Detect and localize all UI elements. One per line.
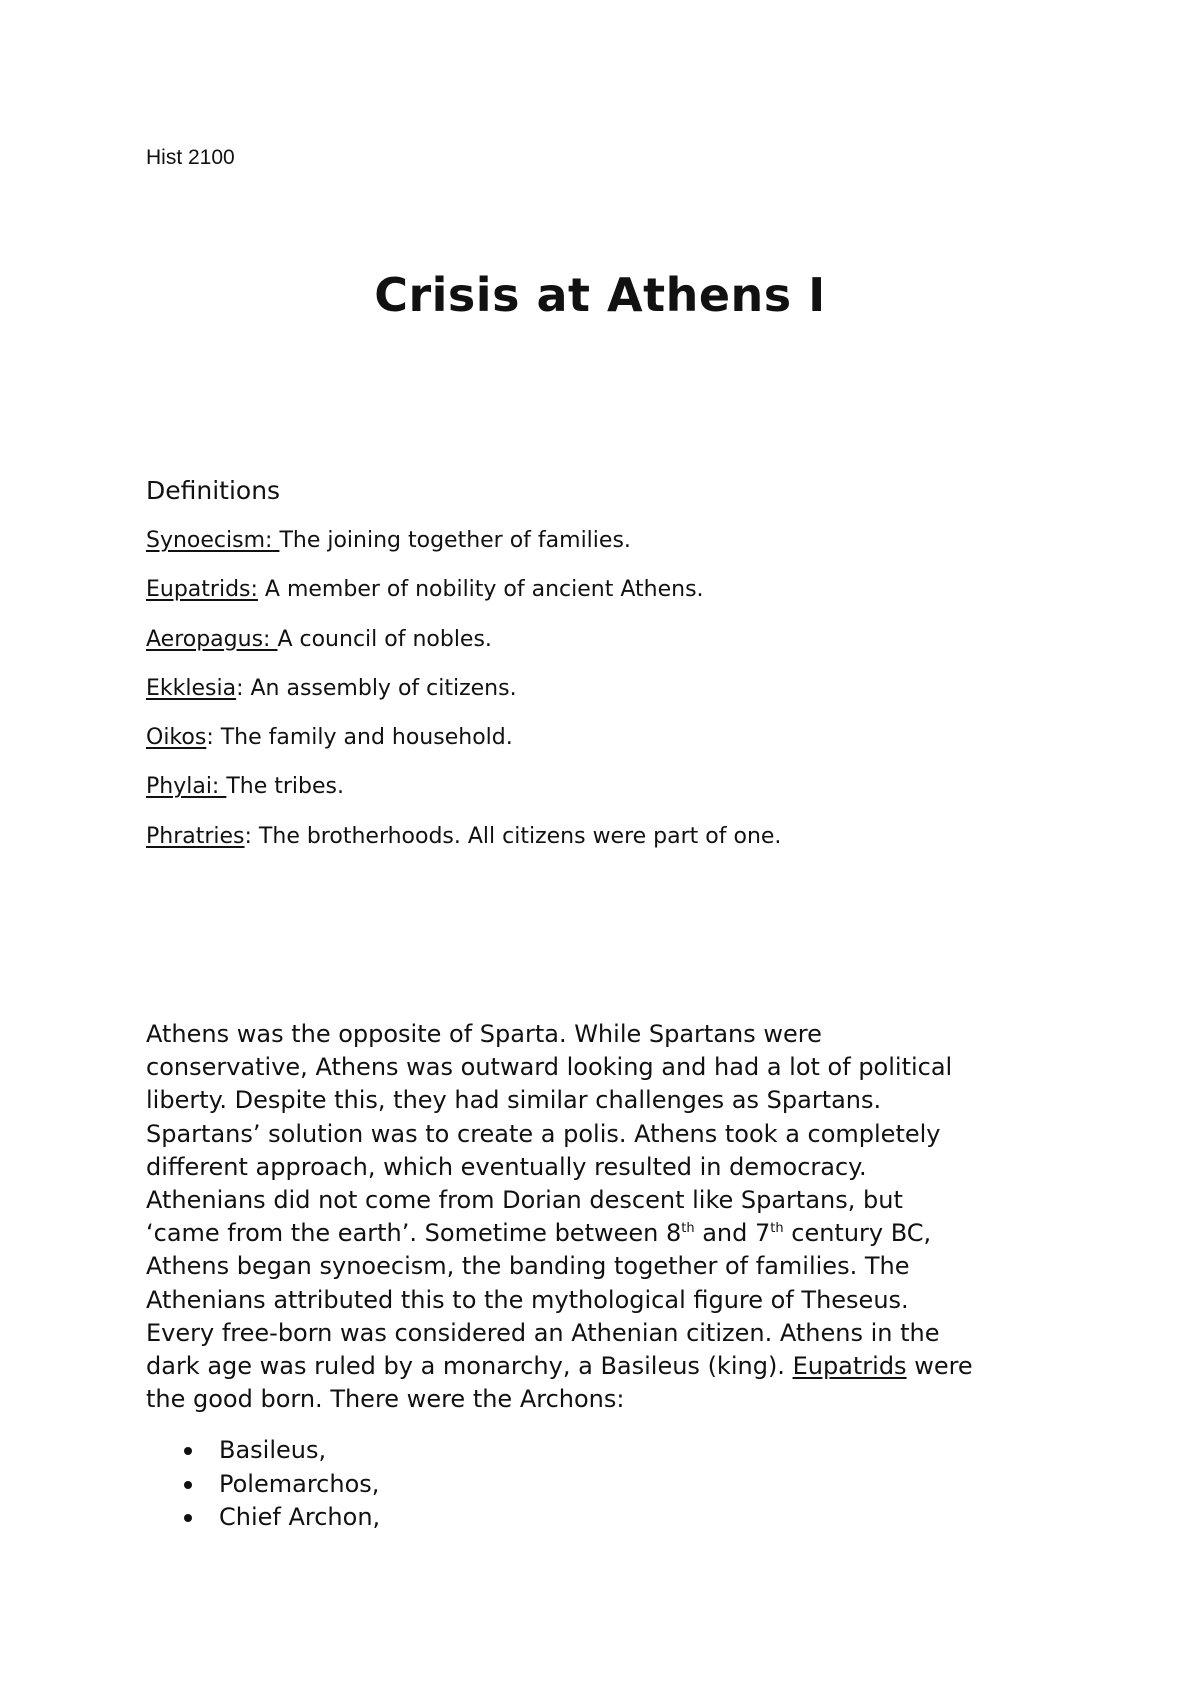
definition-item (146, 723, 781, 772)
paragraph-line (146, 1350, 1076, 1383)
list-item (146, 1434, 380, 1468)
paragraph-line (146, 1217, 1076, 1250)
definitions-heading: Definitions (146, 476, 281, 505)
definition-text: : The brotherhoods. All citizens were part of one. (244, 823, 782, 849)
list-item (146, 1501, 380, 1535)
paragraph-text: dark age was ruled by a monarchy, a Basileus (king). (146, 1352, 793, 1381)
definitions-list (146, 526, 781, 871)
paragraph-line: the good born. There were the Archons: (146, 1385, 625, 1414)
page-title: Crisis at Athens I (374, 268, 826, 322)
bullet-icon (184, 1481, 192, 1489)
paragraph-text: were (906, 1352, 973, 1381)
list-item (146, 1468, 380, 1502)
course-code: Hist 2100 (146, 146, 235, 169)
definition-item (146, 575, 781, 624)
definition-term: Phylai: (146, 774, 227, 800)
definition-item (146, 674, 781, 723)
definition-term: Oikos (146, 725, 207, 751)
bullet-icon (184, 1514, 192, 1522)
list-item-text: Chief Archon, (219, 1503, 381, 1532)
definition-text: A member of nobility of ancient Athens. (257, 577, 704, 603)
definition-term: Eupatrids: (146, 577, 258, 603)
archons-list (146, 1434, 380, 1535)
definition-text: The joining together of families. (279, 528, 631, 553)
paragraph-line: liberty. Despite this, they had similar challenges as Spartans. (146, 1086, 882, 1115)
underlined-term: Eupatrids (792, 1352, 907, 1381)
definition-text: : The family and household. (206, 725, 513, 751)
definition-term: Ekklesia (146, 675, 237, 701)
list-item-text: Basileus, (219, 1436, 327, 1464)
paragraph-line: Every free-born was considered an Athenian citizen. Athens in the (146, 1318, 940, 1347)
definition-term: Synoecism: (146, 528, 273, 553)
definition-item (146, 625, 781, 674)
definition-text: A council of nobles. (277, 626, 492, 652)
definition-item (146, 822, 781, 871)
body-paragraph (146, 1018, 1076, 1416)
definition-term: Aeropagus: (146, 626, 278, 652)
paragraph-line: different approach, which eventually resulted in democracy. (146, 1152, 867, 1181)
superscript: th (770, 1221, 784, 1237)
paragraph-line: Athenians attributed this to the mythological figure of Theseus. (146, 1285, 909, 1314)
superscript: th (681, 1221, 695, 1237)
paragraph-line: conservative, Athens was outward looking and had a lot of political (146, 1053, 953, 1082)
definition-term: Phratries (146, 823, 245, 849)
bullet-icon (184, 1447, 192, 1455)
definition-item (146, 772, 781, 821)
paragraph-text: and 7 (694, 1219, 771, 1248)
paragraph-text: ‘came from the earth’. Sometime between 8 (146, 1219, 682, 1248)
definition-text: : An assembly of citizens. (236, 675, 517, 701)
paragraph-line: Athens began synoecism, the banding together of families. The (146, 1252, 910, 1281)
paragraph-line: Athenians did not come from Dorian descent like Spartans, but (146, 1186, 903, 1215)
paragraph-line: Athens was the opposite of Sparta. While Spartans were (146, 1020, 822, 1048)
list-item-text: Polemarchos, (219, 1469, 380, 1498)
paragraph-text: century BC, (783, 1219, 932, 1248)
paragraph-line: Spartans’ solution was to create a polis. Athens took a completely (146, 1119, 941, 1148)
definition-item (146, 526, 781, 575)
definition-text: The tribes. (226, 774, 344, 800)
